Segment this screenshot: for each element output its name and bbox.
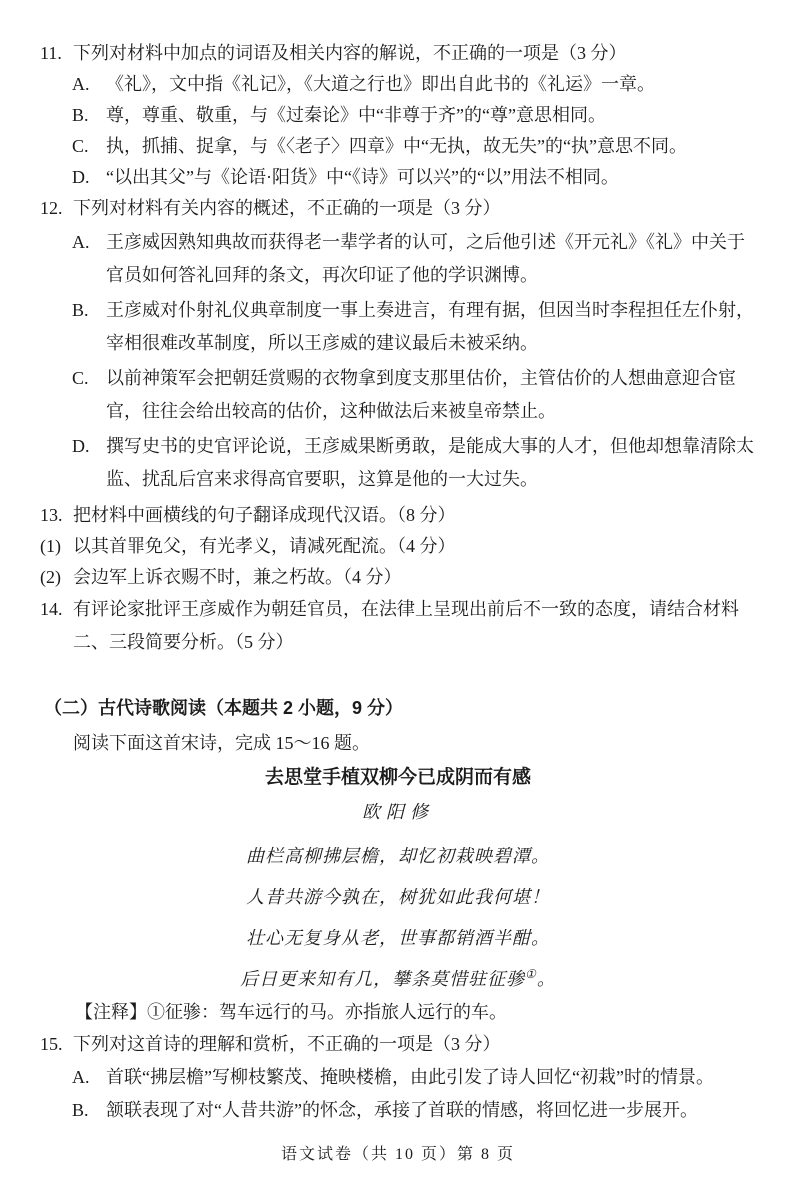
part-text: 会边军上诉衣赐不时，兼之朽故。（4 分） — [73, 567, 402, 587]
question-number: 12. — [40, 198, 63, 218]
option-text: 王彦威对仆射礼仪典章制度一事上奏进言，有理有据，但因当时李程担任左仆射，宰相很难改革制度，所以王彦威的建议最后未被采纳。 — [106, 300, 754, 353]
option-label: B. — [72, 300, 89, 320]
option-text: 撰写史书的史官评论说，王彦威果断勇敢，是能成大事的人才，但他却想靠清除太监、扰乱后宫来求得高官要职，这算是他的一大过失。 — [106, 436, 754, 489]
poem-line-text: 壮心无复身从老，世事都销酒半酣。 — [246, 928, 550, 948]
option-text: 尊，尊重、敬重，与《过秦论》中“非尊于齐”的“尊”意思相同。 — [106, 105, 606, 125]
poem-title: 去思堂手植双柳今已成阴而有感 — [264, 767, 531, 788]
option-row — [40, 362, 756, 428]
poem-line — [40, 956, 756, 997]
poem-line-tail: 。 — [536, 969, 556, 989]
option-row — [40, 69, 756, 100]
option-row — [40, 131, 756, 162]
poem-line — [40, 874, 756, 915]
question-stem — [40, 38, 756, 69]
question-stem — [40, 500, 756, 531]
option-label: B. — [72, 1100, 89, 1120]
question-15 — [40, 1028, 756, 1127]
option-label: B. — [72, 105, 89, 125]
question-stem-text: 下列对这首诗的理解和赏析，不正确的一项是（3 分） — [73, 1034, 501, 1054]
question-11 — [40, 38, 756, 193]
poem-author: 欧阳修 — [362, 802, 434, 822]
option-label: A. — [72, 232, 90, 252]
question-stem — [40, 193, 756, 224]
option-text: 《礼》，文中指《礼记》，《大道之行也》即出自此书的《礼运》一章。 — [106, 74, 655, 94]
poem-line-text: 人昔共游今孰在，树犹如此我何堪！ — [246, 887, 550, 907]
poem-body — [40, 833, 756, 997]
poem-line-text: 曲栏高柳拂层檐，却忆初栽映碧潭。 — [246, 846, 550, 866]
option-text: 首联“拂层檐”写柳枝繁茂、掩映楼檐，由此引发了诗人回忆“初栽”时的情景。 — [106, 1067, 714, 1087]
question-number: 13. — [40, 505, 63, 525]
page-footer: 语文试卷（共 10 页）第 8 页 — [280, 1146, 515, 1163]
question-stem-text: 下列对材料中加点的词语及相关内容的解说，不正确的一项是（3 分） — [73, 43, 627, 63]
section-heading: （二）古代诗歌阅读（本题共 2 小题，9 分） — [44, 698, 404, 718]
question-number: 15. — [40, 1034, 63, 1054]
translation-part — [40, 562, 756, 593]
option-row — [40, 1061, 756, 1094]
part-label: (1) — [40, 536, 61, 556]
poem-note: 【注释】①征骖：驾车远行的马。亦指旅人远行的车。 — [75, 1002, 507, 1022]
question-stem-text: 把材料中画横线的句子翻译成现代汉语。（8 分） — [73, 505, 456, 525]
option-label: A. — [72, 1067, 90, 1087]
option-row — [40, 430, 756, 496]
option-label: C. — [72, 368, 89, 388]
question-12 — [40, 193, 756, 496]
option-row — [40, 226, 756, 292]
option-text: 王彦威因熟知典故而获得老一辈学者的认可，之后他引述《开元礼》《礼》中关于官员如何答礼回拜的条文，再次印证了他的学识渊博。 — [106, 232, 745, 285]
option-label: C. — [72, 136, 89, 156]
option-row — [40, 294, 756, 360]
option-label: A. — [72, 74, 90, 94]
option-row — [40, 1094, 756, 1127]
option-text: 以前神策军会把朝廷赏赐的衣物拿到度支那里估价，主管估价的人想曲意迎合宦官，往往会给出较高的估价，这种做法后来被皇帝禁止。 — [106, 368, 736, 421]
poetry-section — [40, 693, 756, 1028]
question-number: 11. — [40, 43, 62, 63]
option-label: D. — [72, 167, 90, 187]
option-text: “以出其父”与《论语·阳货》中“《诗》可以兴”的“以”用法不相同。 — [106, 167, 619, 187]
reading-intro: 阅读下面这首宋诗，完成 15～16 题。 — [73, 733, 370, 753]
poem-line — [40, 833, 756, 874]
poem-footnote-marker: ① — [525, 967, 537, 981]
question-13 — [40, 500, 756, 593]
option-text: 执，抓捕、捉拿，与《〈老子〉四章》中“无执，故无失”的“执”意思不同。 — [106, 136, 687, 156]
question-stem-text: 有评论家批评王彦威作为朝廷官员，在法律上呈现出前后不一致的态度，请结合材料二、三段简要分析。（5 分） — [73, 599, 739, 652]
part-text: 以其首罪免父，有光孝义，请减死配流。（4 分） — [73, 536, 456, 556]
option-row — [40, 162, 756, 193]
option-row — [40, 100, 756, 131]
option-label: D. — [72, 436, 90, 456]
question-stem — [40, 593, 756, 659]
translation-part — [40, 531, 756, 562]
question-number: 14. — [40, 599, 63, 619]
question-14 — [40, 593, 756, 659]
poem-line-text: 后日更来知有几，攀条莫惜驻征骖 — [240, 969, 526, 989]
part-label: (2) — [40, 567, 61, 587]
poem-line — [40, 915, 756, 956]
question-stem — [40, 1028, 756, 1061]
question-stem-text: 下列对材料有关内容的概述，不正确的一项是（3 分） — [73, 198, 501, 218]
option-text: 颔联表现了对“人昔共游”的怀念，承接了首联的情感，将回忆进一步展开。 — [106, 1100, 698, 1120]
